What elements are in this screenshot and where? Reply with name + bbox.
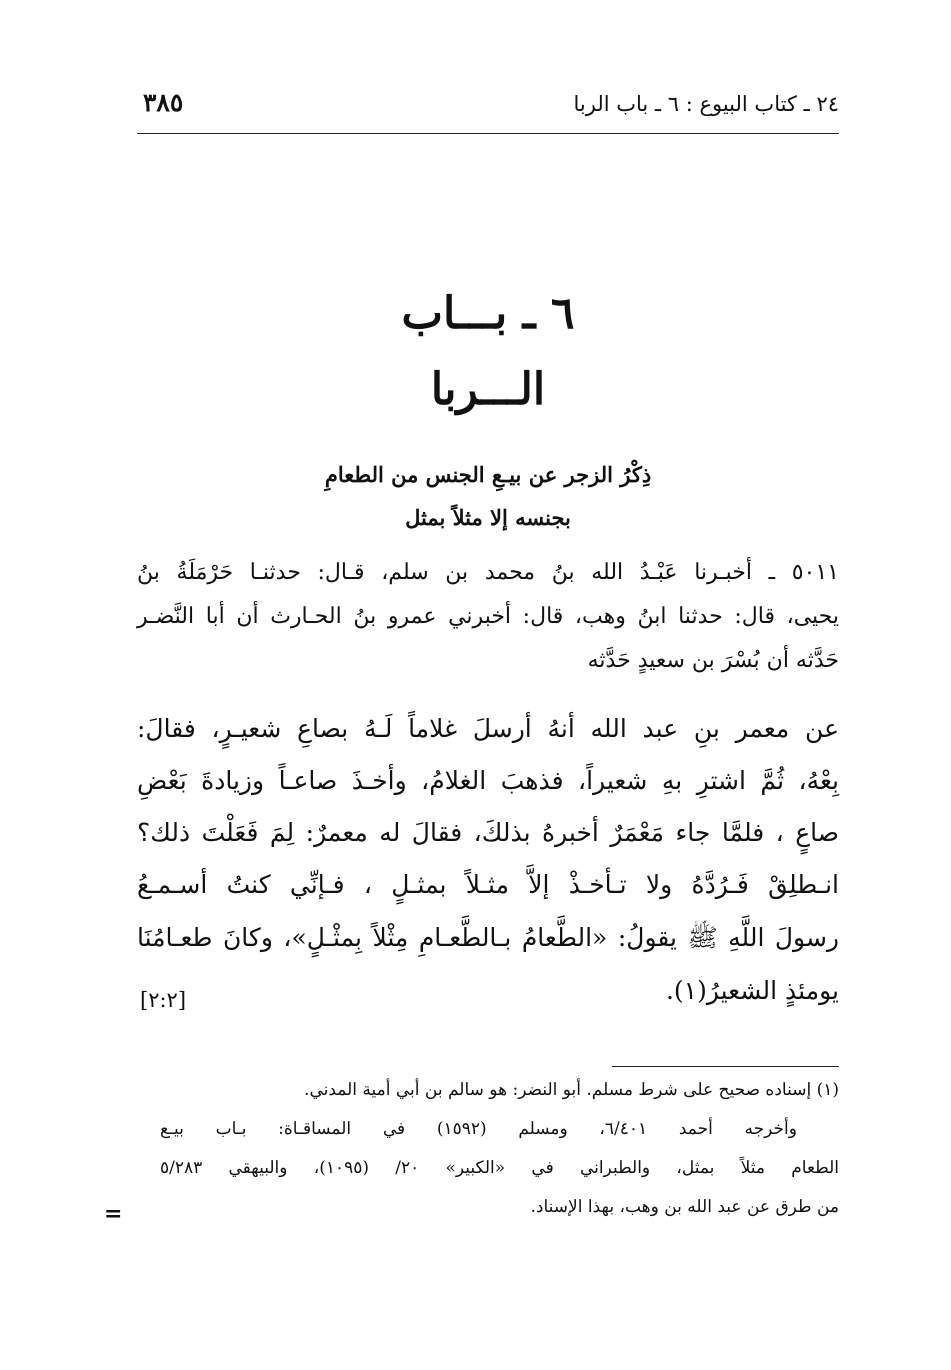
- matn-line: يومئذٍ الشعيرُ(١).: [665, 976, 839, 1005]
- matn-line: بِعْهُ، ثُمَّ اشترِ بهِ شعيراً، فذهبَ الغلامُ، وأخـذَ صاعـاً وزيادةَ بَعْضِ: [137, 766, 839, 795]
- running-header: [137, 88, 839, 126]
- matn-line: عن معمر بنِ عبد الله أنهُ أرسلَ غلاماً لَـهُ بصاعِ شعيـرٍ، فقالَ:: [137, 714, 839, 743]
- section-title-line-2: بجنسه إلا مثلاً بمثل: [405, 505, 571, 530]
- isnad-line: ٥٠١١ ـ أخبـرنا عَبْـدُ الله بنُ محمد بن سلم، قـال: حدثنـا حَرْمَلَةُ بنُ: [137, 560, 839, 585]
- header-rule: [137, 133, 839, 134]
- running-title: ٢٤ ـ كتاب البيوع : ٦ ـ باب الربا: [573, 92, 839, 116]
- matn-line: انـطلِقْ فَـرُدَّهُ ولا تـأخـذْ إلاَّ مثـلاً بمثـلٍ ، فـإنِّي كنتُ أسـمـعُ: [137, 870, 839, 899]
- isnad-line: حَدَّثه أن بُسْرَ بن سعيدٍ حَدَّثه: [587, 648, 839, 673]
- section-title-line-1: ذِكْرُ الزجر عن بيـعِ الجنس من الطعامِ: [324, 462, 652, 487]
- isnad-line: يحيى، قال: حدثنا ابنُ وهب، قال: أخبرني عمرو بنُ الحـارث أن أبا النَّضـر: [137, 604, 839, 629]
- footnote-line: من طرق عن عبد الله بن وهب، بهذا الإسناد.: [530, 1197, 839, 1217]
- continuation-mark: =: [104, 1201, 123, 1227]
- chapter-title: الـــربا: [430, 364, 546, 415]
- footnote-line: (١) إسناده صحيح على شرط مسلم. أبو النضر: هو سالم بن أبي أمية المدني.: [304, 1080, 839, 1100]
- footnote-line: الطعام مثلاً بمثل، والطبراني في «الكبير» ٢٠/ (١٠٩٥)، والبيهقي ٥/٢٨٣: [160, 1158, 840, 1178]
- chapter-number: ٦ ـ بـــاب: [401, 288, 575, 339]
- footnote-line: وأخرجه أحمد ٦/٤٠١، ومسلم (١٥٩٢) في المساقـاة: بـاب بيـع: [160, 1119, 797, 1139]
- matn-line: رسولَ اللَّهِ ﷺ يقولُ: «الطَّعامُ بـالطَّعـامِ مِثْلاً بِمثْـلٍ»، وكانَ طعـامُنَا: [137, 923, 839, 952]
- matn-line: صاعٍ ، فلمَّا جاء مَعْمَرٌ أخبرهُ بذلكَ، فقالَ له معمرٌ: لِمَ فَعَلْتَ ذلك؟: [137, 818, 839, 847]
- page-number: ٣٨٥: [143, 88, 184, 117]
- hadith-reference: [٢:٢]: [140, 988, 187, 1012]
- footnote-rule: [612, 1066, 839, 1067]
